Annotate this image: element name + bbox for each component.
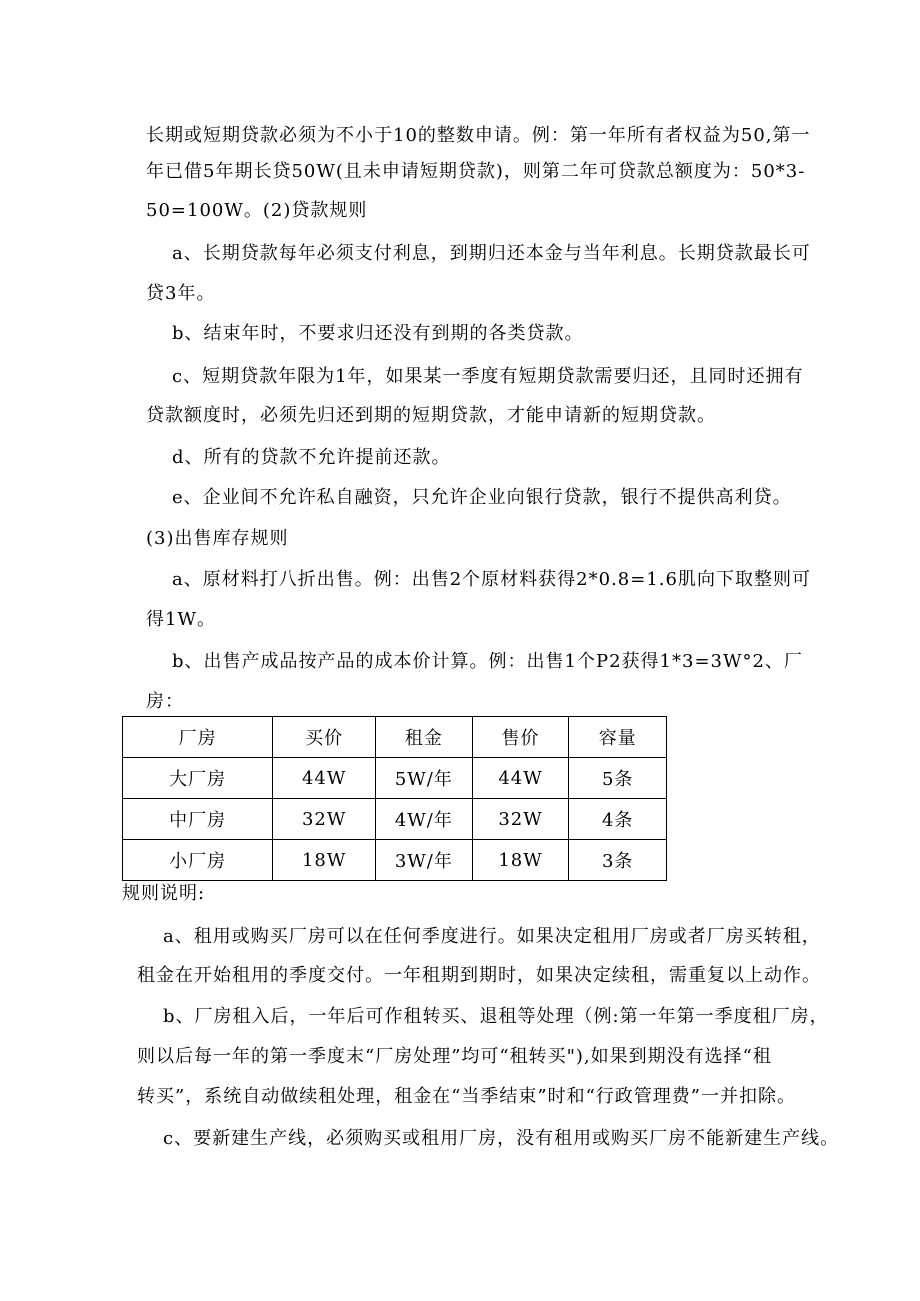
paragraph-line: a、长期贷款每年必须支付利息，到期归还本金与当年利息。长期贷款最长可 [172, 243, 811, 264]
table-header-cell: 租金 [375, 717, 472, 758]
table-cell: 中厂房 [123, 799, 273, 840]
table-row [123, 799, 667, 840]
paragraph-line: 得1W。 [146, 609, 216, 630]
table-cell: 4W/年 [375, 799, 472, 840]
table-row [123, 758, 667, 799]
paragraph-line: 贷款额度时，必须先归还到期的短期贷款，才能申请新的短期贷款。 [146, 405, 716, 426]
table-cell: 18W [273, 840, 376, 881]
table-header-cell: 售价 [472, 717, 569, 758]
paragraph-line: e、企业间不允许私自融资，只允许企业向银行贷款，银行不提供高利贷。 [172, 487, 792, 508]
rules-line: b、厂房租入后，一年后可作租转买、退租等处理（例:第一年第一季度租厂房， [163, 1006, 829, 1027]
rules-line: 租金在开始租用的季度交付。一年租期到期时，如果决定续租，需重复以上动作。 [137, 965, 821, 986]
table-cell: 3条 [569, 840, 667, 881]
table-cell: 32W [472, 799, 569, 840]
paragraph-line: 房： [146, 691, 184, 712]
rules-line: a、租用或购买厂房可以在任何季度进行。如果决定租用厂房或者厂房买转租， [163, 926, 821, 947]
paragraph-line: b、结束年时，不要求归还没有到期的各类贷款。 [172, 323, 584, 344]
factory-table [122, 716, 667, 881]
table-cell: 大厂房 [123, 758, 273, 799]
paragraph-line: 50=100W。(2)贷款规则 [146, 200, 368, 221]
paragraph-line: 年已借5年期长贷50W(且未申请短期贷款)，则第二年可贷款总额度为：50*3- [146, 161, 806, 182]
paragraph-line: 贷3年。 [146, 283, 216, 304]
section-heading: (3)出售库存规则 [146, 528, 289, 549]
table-cell: 44W [472, 758, 569, 799]
rules-line: c、要新建生产线，必须购买或租用厂房，没有租用或购买厂房不能新建生产线。 [163, 1128, 840, 1149]
table-cell: 18W [472, 840, 569, 881]
paragraph-line: c、短期贷款年限为1年，如果某一季度有短期贷款需要归还，且同时还拥有 [172, 366, 804, 387]
paragraph-line: 长期或短期贷款必须为不小于10的整数申请。例：第一年所有者权益为50,第一 [146, 125, 811, 146]
table-cell: 3W/年 [375, 840, 472, 881]
table-header-cell: 买价 [273, 717, 376, 758]
table-cell: 小厂房 [123, 840, 273, 881]
rules-line: 则以后每一年的第一季度末“厂房处理”均可“租转买"),如果到期没有选择“租 [137, 1046, 772, 1067]
table-cell: 5条 [569, 758, 667, 799]
table-header-cell: 厂房 [123, 717, 273, 758]
rules-line: 转买”，系统自动做续租处理，租金在“当季结束”时和“行政管理费”一并扣除。 [137, 1086, 797, 1107]
table-header-cell: 容量 [569, 717, 667, 758]
rules-title: 规则说明: [122, 883, 206, 904]
table-row [123, 840, 667, 881]
table-cell: 32W [273, 799, 376, 840]
table-cell: 4条 [569, 799, 667, 840]
table-cell: 44W [273, 758, 376, 799]
paragraph-line: a、原材料打八折出售。例：出售2个原材料获得2*0.8=1.6肌向下取整则可 [172, 569, 811, 590]
table-cell: 5W/年 [375, 758, 472, 799]
table-header-row [123, 717, 667, 758]
paragraph-line: b、出售产成品按产品的成本价计算。例：出售1个P2获得1*3=3W°2、厂 [172, 651, 803, 672]
paragraph-line: d、所有的贷款不允许提前还款。 [172, 447, 451, 468]
